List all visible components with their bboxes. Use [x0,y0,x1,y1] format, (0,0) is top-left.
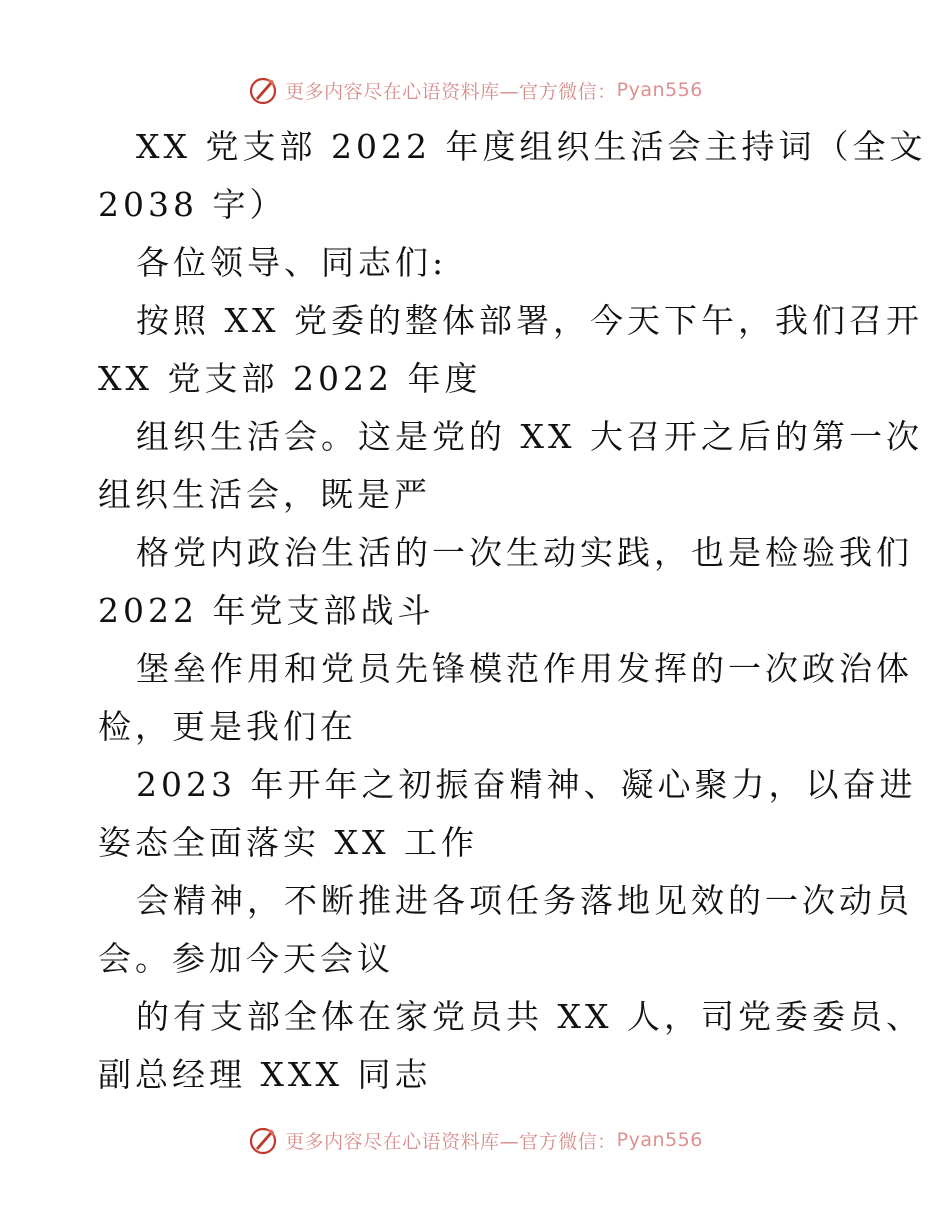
doc-text-line: 按照 XX 党委的整体部署，今天下午，我们召开 [136,301,923,340]
doc-text-line: 格党内政治生活的一次生动实践，也是检验我们 [136,533,913,572]
watermark-header [0,70,950,110]
doc-text-line: 副总经理 XXX 同志 [98,1055,432,1094]
doc-title-line-2: 2038 字） [98,185,287,224]
document-body [98,118,927,1104]
quill-pen-logo-icon [247,1124,279,1156]
doc-text-line: 2022 年党支部战斗 [98,591,435,630]
doc-text-line: 检，更是我们在 [98,707,357,746]
watermark-text: 更多内容尽在心语资料库—官方微信： [285,80,617,103]
doc-text-line: 2023 年开年之初振奋精神、凝心聚力，以奋进 [136,765,917,804]
watermark-footer [0,1120,950,1160]
doc-text-line: 堡垒作用和党员先锋模范作用发挥的一次政治体 [136,649,913,688]
watermark-handle: Pyan556 [616,1129,703,1151]
quill-pen-logo-icon [247,74,279,106]
doc-text-line: 的有支部全体在家党员共 XX 人，司党委委员、 [136,997,923,1036]
doc-salutation: 各位领导、同志们: [136,243,448,282]
watermark-handle: Pyan556 [616,79,703,101]
doc-title-line-1: XX 党支部 2022 年度组织生活会主持词（全文 [136,127,927,166]
doc-text-line: 姿态全面落实 XX 工作 [98,823,478,862]
doc-text-line: 组织生活会。这是党的 XX 大召开之后的第一次 [136,417,923,456]
watermark-text: 更多内容尽在心语资料库—官方微信： [285,1130,617,1153]
doc-text-line: 会。参加今天会议 [98,939,394,978]
doc-text-line: 会精神，不断推进各项任务落地见效的一次动员 [136,881,913,920]
doc-text-line: XX 党支部 2022 年度 [98,359,482,398]
doc-text-line: 组织生活会，既是严 [98,475,431,514]
